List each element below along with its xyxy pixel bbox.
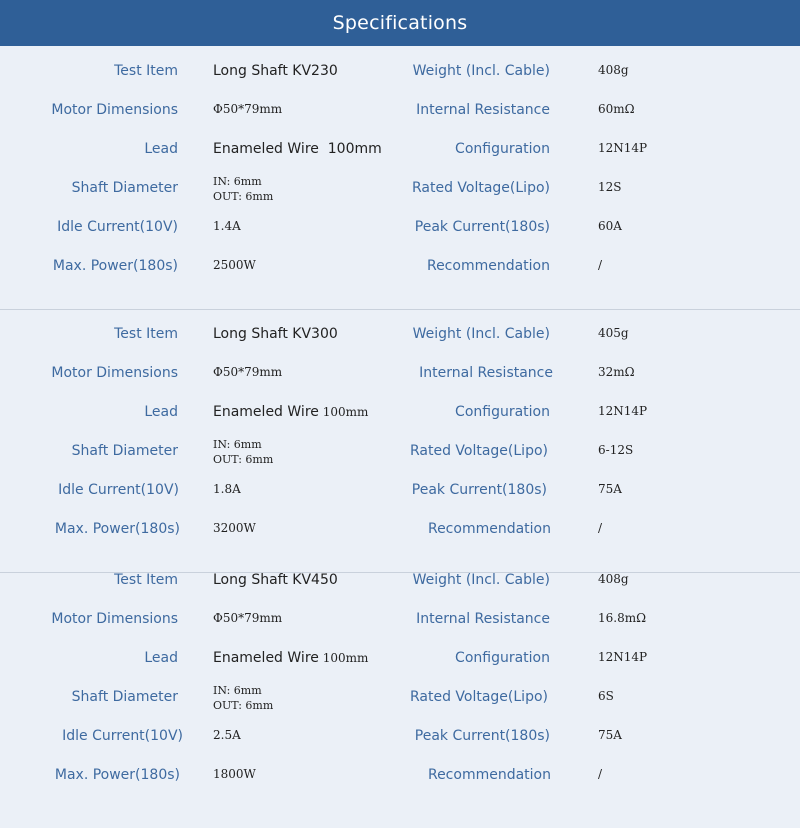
weight-value: 408g: [598, 63, 629, 77]
shaft-diameter-in-value: IN: 6mm: [213, 438, 262, 451]
max-power-value: 2500W: [213, 258, 256, 272]
configuration-label: Configuration: [455, 404, 550, 420]
lead-wire-text: Enameled Wire: [213, 650, 319, 666]
lead-label: Lead: [144, 141, 178, 157]
spec-row: [0, 326, 800, 365]
idle-current-value: 2.5A: [213, 728, 241, 742]
rated-voltage-value: 12S: [598, 180, 622, 194]
motor-dimensions-label: Motor Dimensions: [51, 365, 178, 381]
max-power-label: Max. Power(180s): [54, 521, 180, 537]
internal-resistance-value: 32mΩ: [598, 365, 635, 379]
spec-section-kv230: [0, 46, 800, 309]
spec-row: [0, 63, 800, 102]
motor-dimensions-label: Motor Dimensions: [51, 102, 178, 118]
spec-row: [0, 482, 800, 521]
shaft-diameter-out-value: OUT: 6mm: [213, 190, 274, 203]
weight-label: Weight (Incl. Cable): [412, 326, 550, 342]
internal-resistance-value: 16.8mΩ: [598, 611, 647, 625]
spec-row: [0, 365, 800, 404]
spec-row: [0, 521, 800, 560]
configuration-value: 12N14P: [598, 141, 648, 155]
spec-row: [0, 141, 800, 180]
spec-section-kv450: [0, 572, 800, 828]
shaft-diameter-label: Shaft Diameter: [71, 443, 178, 459]
idle-current-value: 1.8A: [213, 482, 241, 496]
rated-voltage-label: Rated Voltage(Lipo): [411, 180, 550, 196]
spec-section-kv300: [0, 309, 800, 572]
configuration-value: 12N14P: [598, 404, 648, 418]
spec-row: [0, 258, 800, 297]
peak-current-label: Peak Current(180s): [414, 219, 550, 235]
shaft-diameter-out-value: OUT: 6mm: [213, 453, 274, 466]
weight-label: Weight (Incl. Cable): [412, 63, 550, 79]
shaft-diameter-in-value: IN: 6mm: [213, 175, 262, 188]
weight-value: 405g: [598, 326, 629, 340]
rated-voltage-label: Rated Voltage(Lipo): [409, 443, 548, 459]
weight-label: Weight (Incl. Cable): [412, 572, 550, 588]
spec-row: [0, 404, 800, 443]
specifications-header: [0, 0, 800, 46]
recommendation-value: /: [598, 258, 603, 272]
peak-current-value: 60A: [598, 219, 622, 233]
peak-current-value: 75A: [598, 728, 622, 742]
page-title: Specifications: [332, 12, 468, 34]
spec-row: [0, 728, 800, 767]
motor-dimensions-value: Φ50*79mm: [213, 365, 283, 379]
internal-resistance-label: Internal Resistance: [419, 365, 553, 381]
shaft-diameter-label: Shaft Diameter: [71, 180, 178, 196]
lead-value: [213, 404, 368, 420]
idle-current-label: Idle Current(10V): [58, 482, 179, 498]
shaft-diameter-out-value: OUT: 6mm: [213, 699, 274, 712]
test-item-value: Long Shaft KV300: [213, 326, 338, 342]
lead-value: Enameled Wire 100mm: [213, 141, 382, 157]
internal-resistance-label: Internal Resistance: [416, 102, 550, 118]
idle-current-label: Idle Current(10V): [57, 219, 178, 235]
internal-resistance-label: Internal Resistance: [416, 611, 550, 627]
recommendation-label: Recommendation: [426, 258, 550, 274]
recommendation-value: /: [598, 767, 603, 781]
spec-row: [0, 175, 800, 219]
configuration-label: Configuration: [455, 650, 550, 666]
spec-row: [0, 219, 800, 258]
idle-current-value: 1.4A: [213, 219, 241, 233]
test-item-value: Long Shaft KV450: [213, 572, 338, 588]
lead-label: Lead: [144, 650, 178, 666]
recommendation-label: Recommendation: [427, 521, 551, 537]
max-power-label: Max. Power(180s): [54, 767, 180, 783]
test-item-label: Test Item: [114, 63, 178, 79]
max-power-value: 1800W: [213, 767, 256, 781]
shaft-diameter-label: Shaft Diameter: [71, 689, 178, 705]
recommendation-label: Recommendation: [427, 767, 551, 783]
lead-label: Lead: [144, 404, 178, 420]
test-item-value: Long Shaft KV230: [213, 63, 338, 79]
recommendation-value: /: [598, 521, 603, 535]
lead-length-text: 100mm: [318, 651, 369, 665]
configuration-label: Configuration: [455, 141, 550, 157]
spec-row: [0, 572, 800, 611]
test-item-label: Test Item: [114, 326, 178, 342]
lead-length-text: 100mm: [318, 405, 369, 419]
lead-wire-text: Enameled Wire: [213, 404, 319, 420]
max-power-value: 3200W: [213, 521, 256, 535]
lead-value: [213, 650, 368, 666]
max-power-label: Max. Power(180s): [52, 258, 178, 274]
motor-dimensions-value: Φ50*79mm: [213, 102, 283, 116]
spec-row: [0, 684, 800, 728]
spec-row: [0, 438, 800, 482]
weight-value: 408g: [598, 572, 629, 586]
rated-voltage-value: 6-12S: [598, 443, 634, 457]
test-item-label: Test Item: [114, 572, 178, 588]
rated-voltage-label: Rated Voltage(Lipo): [409, 689, 548, 705]
idle-current-label: Idle Current(10V): [62, 728, 183, 744]
peak-current-value: 75A: [598, 482, 622, 496]
spec-row: [0, 767, 800, 806]
peak-current-label: Peak Current(180s): [411, 482, 547, 498]
spec-row: [0, 650, 800, 689]
internal-resistance-value: 60mΩ: [598, 102, 635, 116]
configuration-value: 12N14P: [598, 650, 648, 664]
peak-current-label: Peak Current(180s): [414, 728, 550, 744]
rated-voltage-value: 6S: [598, 689, 614, 703]
spec-row: [0, 102, 800, 141]
motor-dimensions-value: Φ50*79mm: [213, 611, 283, 625]
motor-dimensions-label: Motor Dimensions: [51, 611, 178, 627]
shaft-diameter-in-value: IN: 6mm: [213, 684, 262, 697]
spec-row: [0, 611, 800, 650]
